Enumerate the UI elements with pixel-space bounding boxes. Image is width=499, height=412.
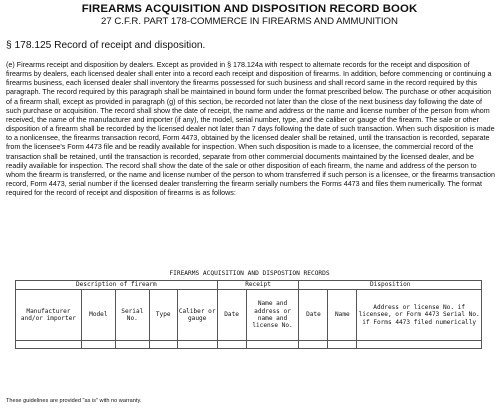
- table-cell: [149, 341, 177, 349]
- document-subtitle: 27 C.F.R. PART 178-COMMERCE IN FIREARMS AND AMMUNITION: [101, 16, 398, 27]
- section-heading: § 178.125 Record of receipt and disposition.: [6, 40, 206, 51]
- column-header-receipt-date: Date: [217, 290, 246, 341]
- table-cell: [16, 341, 82, 349]
- column-header-disposition-address: Address or license No. if licensee, or Form 4473 Serial No. if Forms 4473 filed numerically: [357, 290, 482, 341]
- group-disposition: Disposition: [299, 281, 482, 290]
- column-header-model: Model: [81, 290, 115, 341]
- table-cell: [299, 341, 328, 349]
- record-table-caption: FIREARMS ACQUISITION AND DISPOSTION RECORDS: [169, 270, 330, 277]
- column-header-type: Type: [149, 290, 177, 341]
- table-cell: [357, 341, 482, 349]
- column-header-disposition-date: Date: [299, 290, 328, 341]
- column-header-disposition-name: Name: [328, 290, 357, 341]
- group-receipt: Receipt: [217, 281, 299, 290]
- column-header-receipt-name: Name and address or name and license No.: [246, 290, 299, 341]
- disclaimer-footer: These guidelines are provided "as is" with no warranty.: [6, 398, 142, 404]
- column-header-manufacturer: Manufacturer and/or importer: [16, 290, 82, 341]
- table-cell: [328, 341, 357, 349]
- document-title: FIREARMS ACQUISITION AND DISPOSITION RECORD BOOK: [81, 3, 418, 15]
- column-header-caliber: Caliber or gauge: [177, 290, 217, 341]
- table-cell: [177, 341, 217, 349]
- group-description-of-firearm: Description of firearm: [16, 281, 218, 290]
- table-cell: [246, 341, 299, 349]
- regulation-paragraph: (e) Firearms receipt and disposition by dealers. Except as provided in § 178.124a with respect to alternate records for the receipt and disposition of firearms by dealers, each licensed dealer shall enter into a record each receipt and disposition of firearms. In addition, before commencing or continuing a firearms business, each licensed dealer shall inventory the firearms possessed for such business and shall record same in the record required by this paragraph. The record required by this paragraph shall be maintained in bound form under the format prescribed below. The purchase or other acquisition of a firearm shall, except as provided in paragraph (g) of this section, be recorded not later than the close of the next business day following the date of such purchase or acquisition. The record shall show the date of receipt, the name and address or the name and license number of the person from whom received, the name of the manufacturer and importer (if any), the model, serial number, type, and the caliber or gauge of the firearm. The sale or other disposition of a firearm shall be recorded by the licensed dealer not later than 7 days following the date of such transaction. When such disposition is made to a nonlicensee, the firearms transaction record, Form 4473, obtained by the licensed dealer shall be retained, until the transaction is recorded, separate from the licensee's Form 4473 file and be readily available for inspection. When such disposition is made to a licensee, the commercial record of the transaction shall be retained, until the transaction is recorded, separate from other commercial documents maintained by the licensed dealer, and be readily available for inspection. The record shall show the date of the sale or other disposition of each firearm, the name and address of the person to whom the firearm is transferred, or the name and license number of the person to whom transferred if such person is a licensee, or the firearms transaction record, Form 4473, serial number if the licensed dealer transferring the firearm serially numbers the Forms 4473 and files them numerically. The format required for the record of receipt and disposition of firearms is as follows:: [6, 61, 495, 198]
- table-cell: [217, 341, 246, 349]
- column-header-serial: Serial No.: [115, 290, 149, 341]
- table-row: [16, 341, 482, 349]
- table-cell: [115, 341, 149, 349]
- table-cell: [81, 341, 115, 349]
- record-table: [15, 280, 482, 349]
